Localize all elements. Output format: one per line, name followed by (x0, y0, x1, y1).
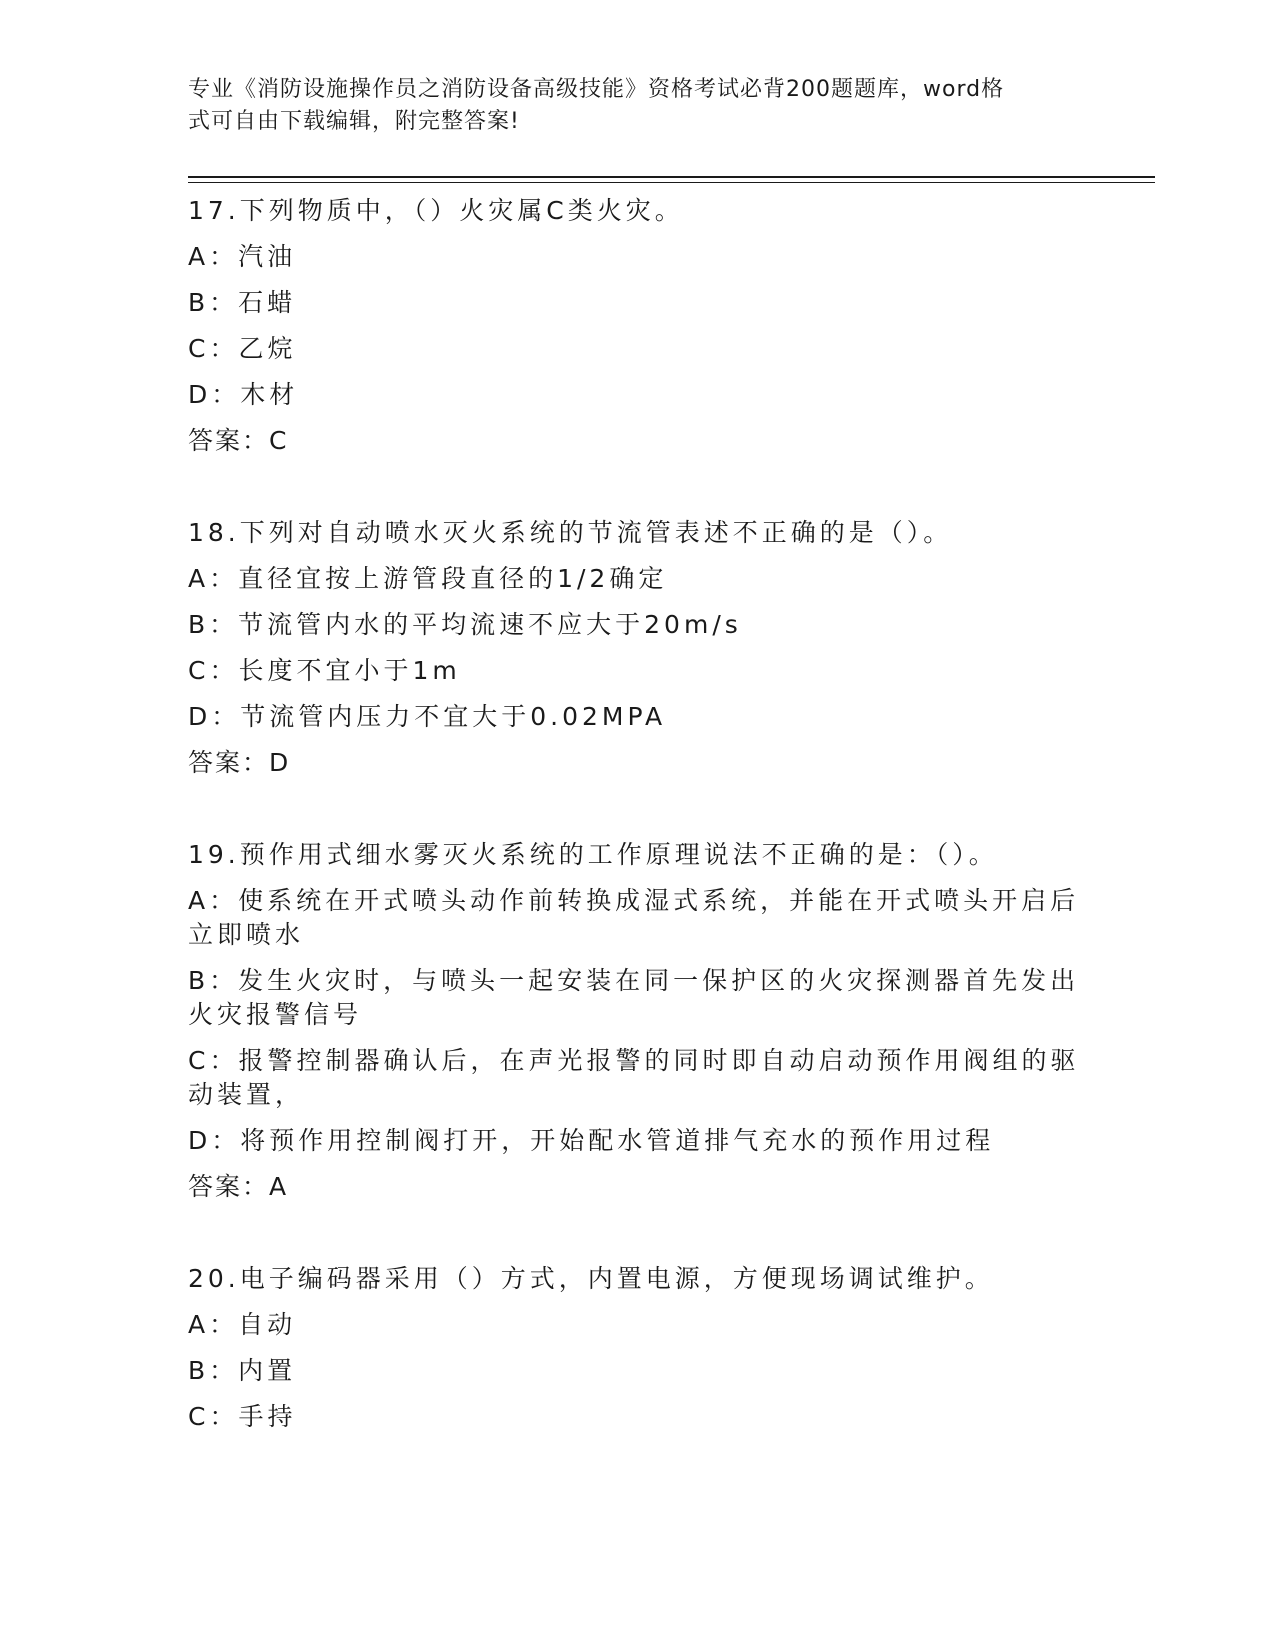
header-line-2: 式可自由下载编辑，附完整答案! (188, 109, 520, 134)
option-a: A：直径宜按上游管段直径的1/2确定 (188, 564, 668, 593)
option-a: A：使系统在开式喷头动作前转换成湿式系统，并能在开式喷头开启后立即喷水 (188, 886, 1080, 949)
question-stem: 17.下列物质中，（）火灾属C类火灾。 (188, 196, 684, 225)
document-header (188, 74, 1088, 138)
option-c: C：报警控制器确认后，在声光报警的同时即自动启动预作用阀组的驱动装置， (188, 1046, 1080, 1109)
option-a: A：汽油 (188, 242, 297, 271)
option-b: B：石蜡 (188, 288, 297, 317)
option-c: C：长度不宜小于1m (188, 656, 461, 685)
question-list (188, 188, 1088, 1486)
answer: 答案：D (188, 748, 291, 777)
question-stem: 20.电子编码器采用（）方式，内置电源，方便现场调试维护。 (188, 1264, 994, 1293)
header-divider-thin (188, 182, 1155, 183)
option-c: C：乙烷 (188, 334, 297, 363)
question-stem: 19.预作用式细水雾灭火系统的工作原理说法不正确的是：（）。 (188, 840, 998, 869)
option-b: B：发生火灾时，与喷头一起安装在同一保护区的火灾探测器首先发出火灾报警信号 (188, 966, 1080, 1029)
header-divider-thick (188, 176, 1155, 178)
option-c: C：手持 (188, 1402, 297, 1431)
question-18 (188, 510, 1088, 786)
option-b: B：节流管内水的平均流速不应大于20m/s (188, 610, 742, 639)
question-17 (188, 188, 1088, 464)
question-19 (188, 832, 1088, 1210)
header-line-1: 专业《消防设施操作员之消防设备高级技能》资格考试必背200题题库，word格 (188, 77, 1005, 102)
option-a: A：自动 (188, 1310, 297, 1339)
option-d: D：木材 (188, 380, 299, 409)
option-d: D：将预作用控制阀打开，开始配水管道排气充水的预作用过程 (188, 1126, 995, 1155)
answer: 答案：C (188, 426, 289, 455)
answer: 答案：A (188, 1172, 289, 1201)
question-20 (188, 1256, 1088, 1440)
option-b: B：内置 (188, 1356, 297, 1385)
option-d: D：节流管内压力不宜大于0.02MPA (188, 702, 667, 731)
question-stem: 18.下列对自动喷水灭火系统的节流管表述不正确的是（）。 (188, 518, 953, 547)
